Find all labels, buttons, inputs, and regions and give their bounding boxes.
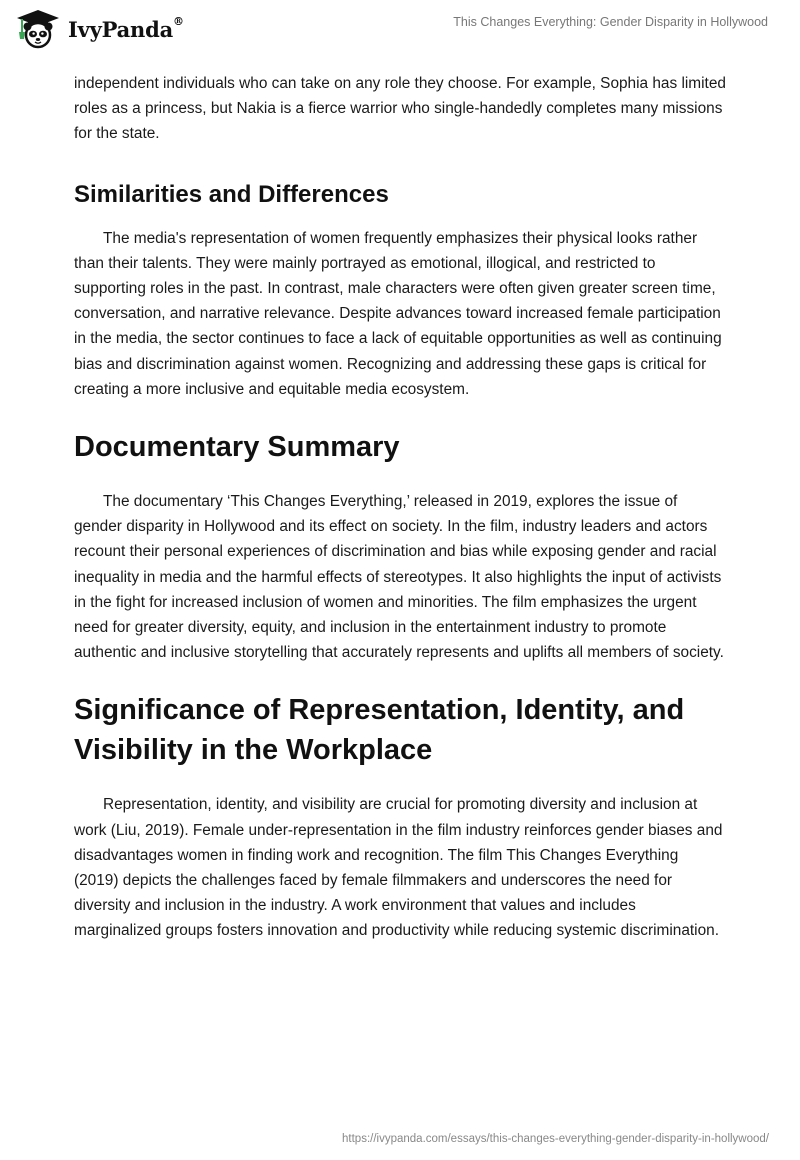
section-heading-significance: Significance of Representation, Identity, and Visibility in the Workplace (74, 694, 685, 767)
section-paragraph-similarities: The media's representation of women frequently emphasizes their physical looks rather than their talents. They were mainly portrayed as emotional, illogical, and restricted to supporting roles in the past. In contrast, male characters were often given greater screen time, conversation, and narrative relevance. Despite advances toward increased female participation in the media, the sector continues to face a lack of equitable opportunities as well as continuing bias and discrimination against women. Recognizing and addressing these gaps is critical for creating a more inclusive and equitable media ecosystem. (74, 229, 722, 398)
panda-graduate-icon (14, 8, 62, 50)
ivypanda-logo[interactable] (14, 8, 184, 50)
essay-content (74, 71, 726, 944)
source-url-link[interactable]: https://ivypanda.com/essays/this-changes-everything-gender-disparity-in-hollywood/ (342, 1133, 769, 1145)
section-paragraph-documentary-summary: The documentary ‘This Changes Everything,’ released in 2019, explores the issue of gender disparity in Hollywood and its effect on society. In the film, industry leaders and actors recount their personal experiences of discrimination and bias while exposing gender and racial inequality in media and the harmful effects of stereotypes. It also highlights the input of activists in the fight for increased inclusion of women and minorities. The film emphasizes the urgent need for greater diversity, equity, and inclusion in the entertainment industry to promote authentic and inclusive storytelling that accurately represents and uplifts all members of society. (74, 493, 724, 662)
document-title: This Changes Everything: Gender Disparity in Hollywood (453, 15, 768, 29)
section-paragraph-significance: Representation, identity, and visibility are crucial for promoting diversity and inclusion at work (Liu, 2019). Female under-representation in the film industry reinforces gender biases and disadvantages women in finding work and recognition. The film This Changes Everything (2019) depicts the challenges faced by female filmmakers and underscores the need for diversity and inclusion in the industry. A work environment that values and includes marginalized groups fosters innovation and productivity while reducing systemic discrimination. (74, 796, 723, 940)
section-heading-documentary-summary: Documentary Summary (74, 431, 400, 464)
logo-wordmark: IvyPanda® (68, 14, 184, 42)
page-header (0, 0, 800, 62)
section-heading-similarities: Similarities and Differences (74, 180, 389, 208)
intro-paragraph: independent individuals who can take on any role they choose. For example, Sophia has limited roles as a princess, but Nakia is a fierce warrior who single-handedly completes many missions for the state. (74, 75, 726, 143)
